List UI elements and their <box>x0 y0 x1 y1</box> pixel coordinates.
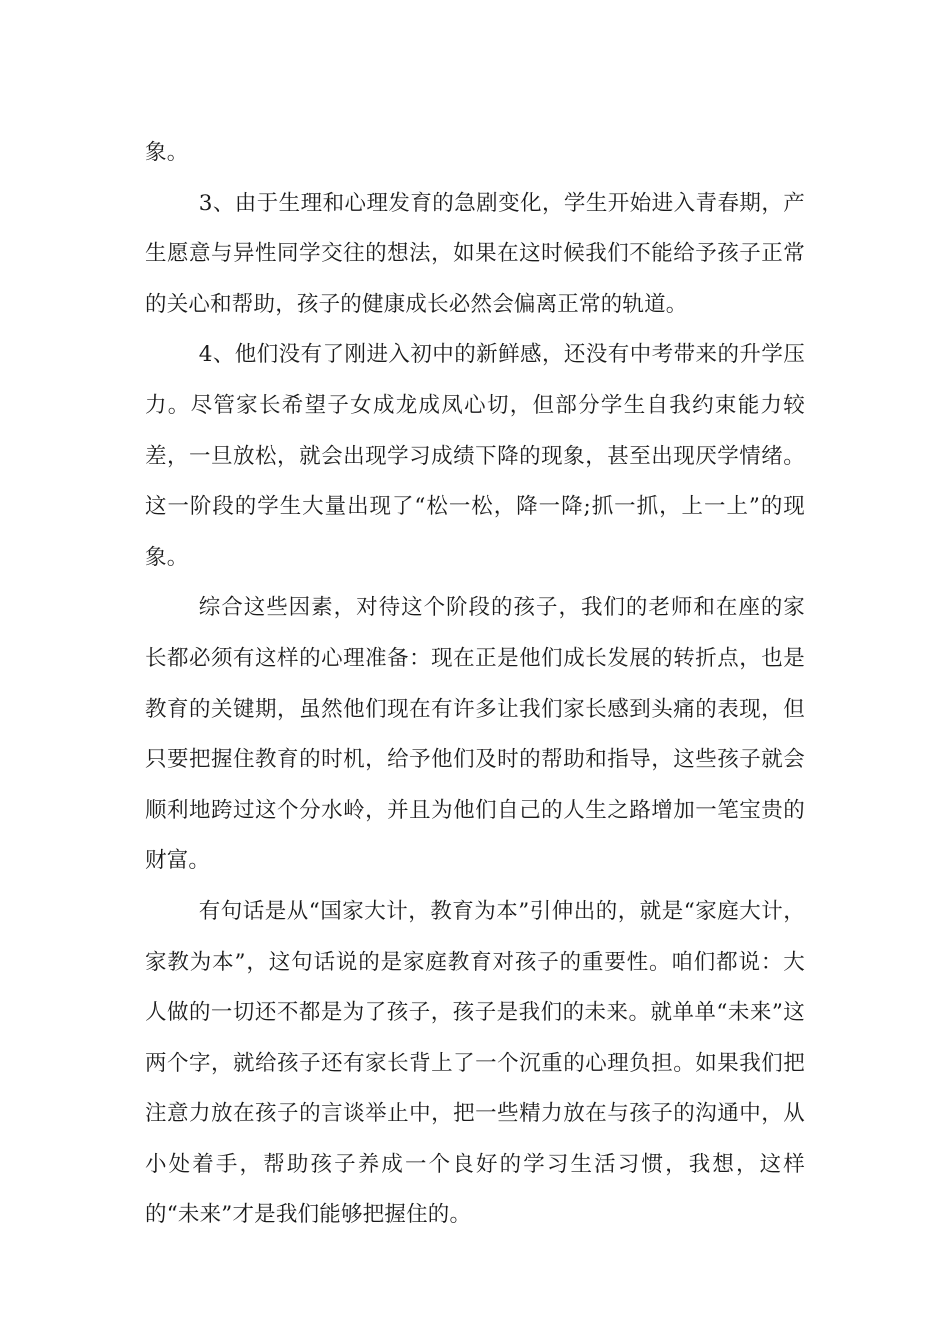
paragraph-point-4: 4、他们没有了刚进入初中的新鲜感，还没有中考带来的升学压力。尽管家长希望子女成龙成凤心切，但部分学生自我约束能力较差，一旦放松，就会出现学习成绩下降的现象，甚至出现厌学情绪。这一阶段的学生大量出现了“松一松，降一降;抓一抓，上一上”的现象。 <box>145 342 805 570</box>
document-body <box>145 128 805 1241</box>
paragraph-point-3: 3、由于生理和心理发育的急剧变化，学生开始进入青春期，产生愿意与异性同学交往的想法，如果在这时候我们不能给予孩子正常的关心和帮助，孩子的健康成长必然会偏离正常的轨道。 <box>145 190 805 317</box>
paragraph-summary: 综合这些因素，对待这个阶段的孩子，我们的老师和在座的家长都必须有这样的心理准备：现在正是他们成长发展的转折点，也是教育的关键期，虽然他们现在有许多让我们家长感到头痛的表现，但只要把握住教育的时机，给予他们及时的帮助和指导，这些孩子就会顺利地跨过这个分水岭，并且为他们自己的人生之路增加一笔宝贵的财富。 <box>145 595 805 874</box>
paragraph-family-education: 有句话是从“国家大计，教育为本”引伸出的，就是“家庭大计，家教为本”，这句话说的是家庭教育对孩子的重要性。咱们都说：大人做的一切还不都是为了孩子，孩子是我们的未来。就单单“未来”这两个字，就给孩子还有家长背上了一个沉重的心理负担。如果我们把注意力放在孩子的言谈举止中，把一些精力放在与孩子的沟通中，从小处着手，帮助孩子养成一个良好的学习生活习惯，我想，这样的“未来”才是我们能够把握住的。 <box>145 898 805 1228</box>
paragraph-continuation: 象。 <box>145 140 189 165</box>
